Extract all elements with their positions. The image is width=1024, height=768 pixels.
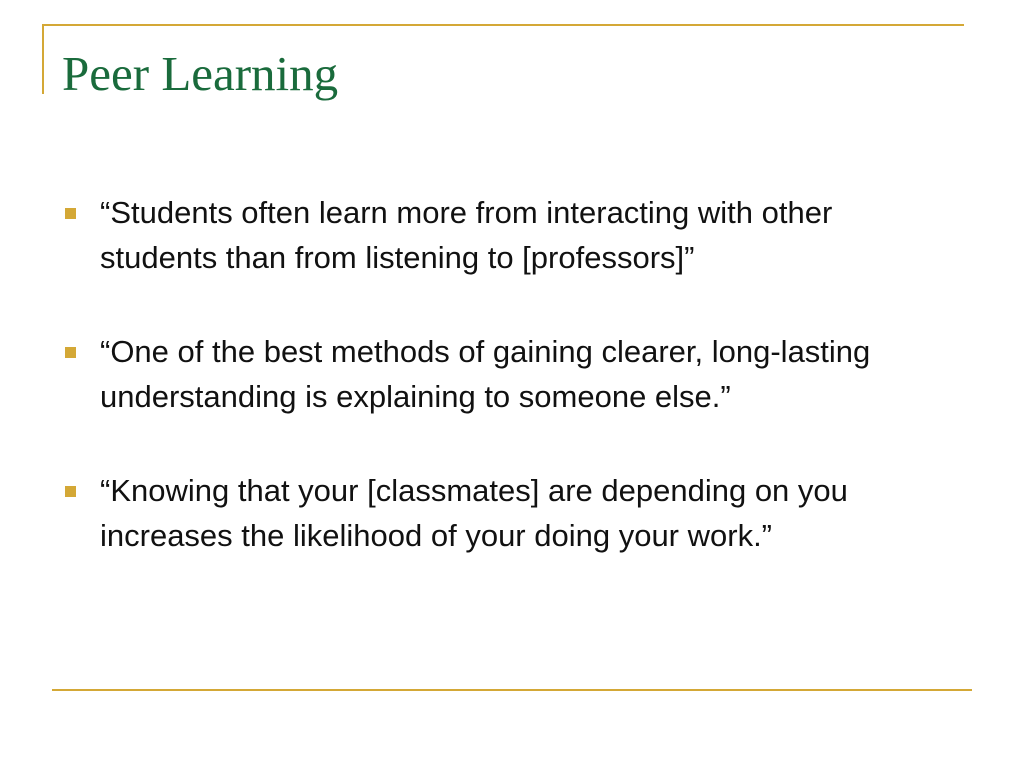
bullet-item xyxy=(62,190,952,280)
square-bullet-icon xyxy=(65,208,76,219)
square-bullet-icon xyxy=(65,486,76,497)
bullet-item xyxy=(62,468,952,558)
frame-bottom-rule xyxy=(52,689,972,691)
square-bullet-icon xyxy=(65,347,76,358)
bullet-text: “Students often learn more from interacting with other students than from listening to [professors]” xyxy=(100,195,833,275)
bullet-item xyxy=(62,329,952,419)
bullet-text: “One of the best methods of gaining clearer, long-lasting understanding is explaining to someone else.” xyxy=(100,334,871,414)
bullet-text: “Knowing that your [classmates] are depending on you increases the likelihood of your doing your work.” xyxy=(100,473,848,553)
frame-top-rule xyxy=(42,24,964,26)
bullet-list xyxy=(62,190,952,558)
frame-left-rule xyxy=(42,24,44,94)
slide-title: Peer Learning xyxy=(62,46,339,101)
